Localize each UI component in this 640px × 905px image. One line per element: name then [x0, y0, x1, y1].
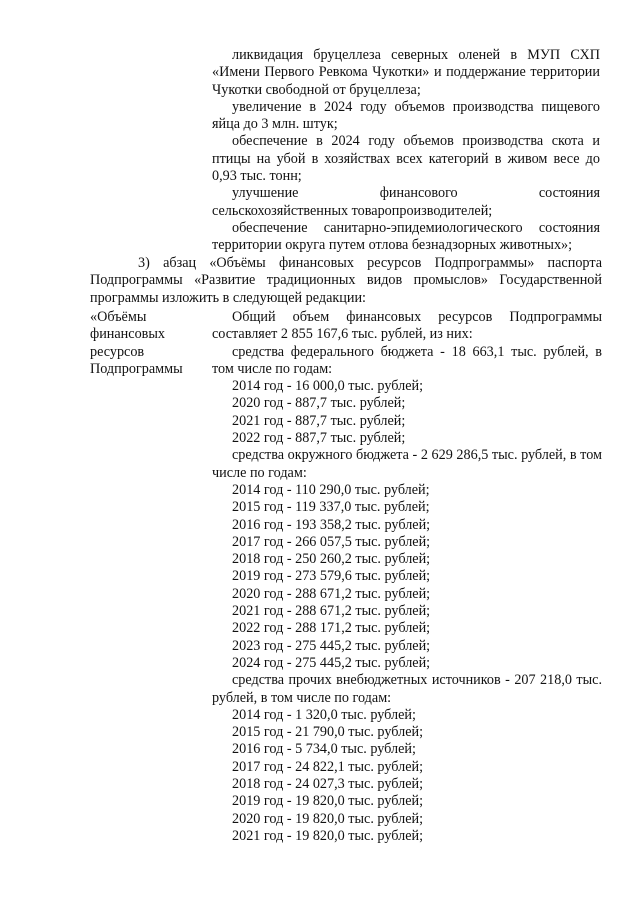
top-text-block: [212, 47, 600, 255]
finance-word-2: финансового: [379, 185, 458, 202]
federal-years-list: [212, 378, 602, 447]
federal-budget-heading: средства федерального бюджета - 18 663,1 тыс. рублей, в том числе по годам:: [212, 343, 602, 377]
finance-word-1: улучшение: [232, 185, 299, 202]
total-funding: Общий объем финансовых ресурсов Подпрограммы составляет 2 855 167,6 тыс. рублей, из них:: [212, 309, 602, 343]
year-line: 2015 год - 119 337,0 тыс. рублей;: [232, 499, 430, 516]
year-line: 2022 год - 887,7 тыс. рублей;: [232, 430, 406, 447]
label-line-2: финансовых: [90, 326, 165, 343]
other-sources-heading: средства прочих внебюджетных источников - 207 218,0 тыс. рублей, в том числе по годам:: [212, 672, 602, 706]
label-line-1: «Объёмы: [90, 309, 147, 325]
year-line: 2014 год - 16 000,0 тыс. рублей;: [232, 378, 424, 395]
paragraph-amendment-3: [90, 255, 602, 307]
paragraph-finance: [212, 185, 600, 220]
paragraph-eggs: увеличение в 2024 году объемов производства пищевого яйца до 3 млн. штук;: [212, 98, 600, 133]
passport-label-column: [90, 309, 205, 378]
finance-rest: сельскохозяйственных товаропроизводителей;: [212, 202, 493, 219]
year-line: 2021 год - 19 820,0 тыс. рублей;: [232, 827, 424, 844]
year-line: 2020 год - 19 820,0 тыс. рублей;: [232, 810, 424, 827]
label-line-4: Подпрограммы: [90, 360, 183, 377]
paragraph-livestock: обеспечение в 2024 году объемов производства скота и птицы на убой в хозяйствах всех категорий в живом весе до 0,93 тыс. тонн;: [212, 133, 600, 185]
year-line: 2017 год - 24 822,1 тыс. рублей;: [232, 758, 424, 775]
year-line: 2014 год - 110 290,0 тыс. рублей;: [232, 481, 430, 498]
year-line: 2021 год - 887,7 тыс. рублей;: [232, 412, 406, 429]
year-line: 2020 год - 288 671,2 тыс. рублей;: [232, 585, 431, 602]
other-years-list: [212, 707, 602, 845]
year-line: 2018 год - 24 027,3 тыс. рублей;: [232, 776, 424, 793]
paragraph-brucellosis: ликвидация бруцеллеза северных оленей в МУП СХП «Имени Первого Ревкома Чукотки» и поддержание территории Чукотки свободной от бруцеллеза;: [212, 47, 600, 98]
year-line: 2015 год - 21 790,0 тыс. рублей;: [232, 724, 424, 741]
year-line: 2022 год - 288 171,2 тыс. рублей;: [232, 620, 431, 637]
year-line: 2024 год - 275 445,2 тыс. рублей;: [232, 654, 431, 671]
paragraph-sanitary: обеспечение санитарно-эпидемиологического состояния территории округа путем отлова безнадзорных животных»;: [212, 219, 600, 254]
label-line-3: ресурсов: [90, 343, 145, 360]
year-line: 2017 год - 266 057,5 тыс. рублей;: [232, 533, 431, 550]
finance-word-3: состояния: [538, 185, 600, 202]
year-line: 2019 год - 19 820,0 тыс. рублей;: [232, 793, 424, 810]
okrug-years-list: [212, 482, 602, 672]
year-line: 2019 год - 273 579,6 тыс. рублей;: [232, 568, 431, 585]
year-line: 2014 год - 1 320,0 тыс. рублей;: [232, 706, 416, 723]
year-line: 2016 год - 193 358,2 тыс. рублей;: [232, 516, 431, 533]
year-line: 2018 год - 250 260,2 тыс. рублей;: [232, 551, 431, 568]
year-line: 2021 год - 288 671,2 тыс. рублей;: [232, 603, 431, 620]
passport-content-column: [212, 309, 602, 845]
year-line: 2023 год - 275 445,2 тыс. рублей;: [232, 637, 431, 654]
amendment-text: 3) абзац «Объёмы финансовых ресурсов Подпрограммы» паспорта Подпрограммы «Развитие традиционных видов промыслов» Государственной программы изложить в следующей редакции:: [90, 255, 602, 306]
okrug-budget-heading: средства окружного бюджета - 2 629 286,5 тыс. рублей, в том числе по годам:: [212, 447, 602, 481]
year-line: 2020 год - 887,7 тыс. рублей;: [232, 395, 406, 412]
year-line: 2016 год - 5 734,0 тыс. рублей;: [232, 741, 416, 758]
